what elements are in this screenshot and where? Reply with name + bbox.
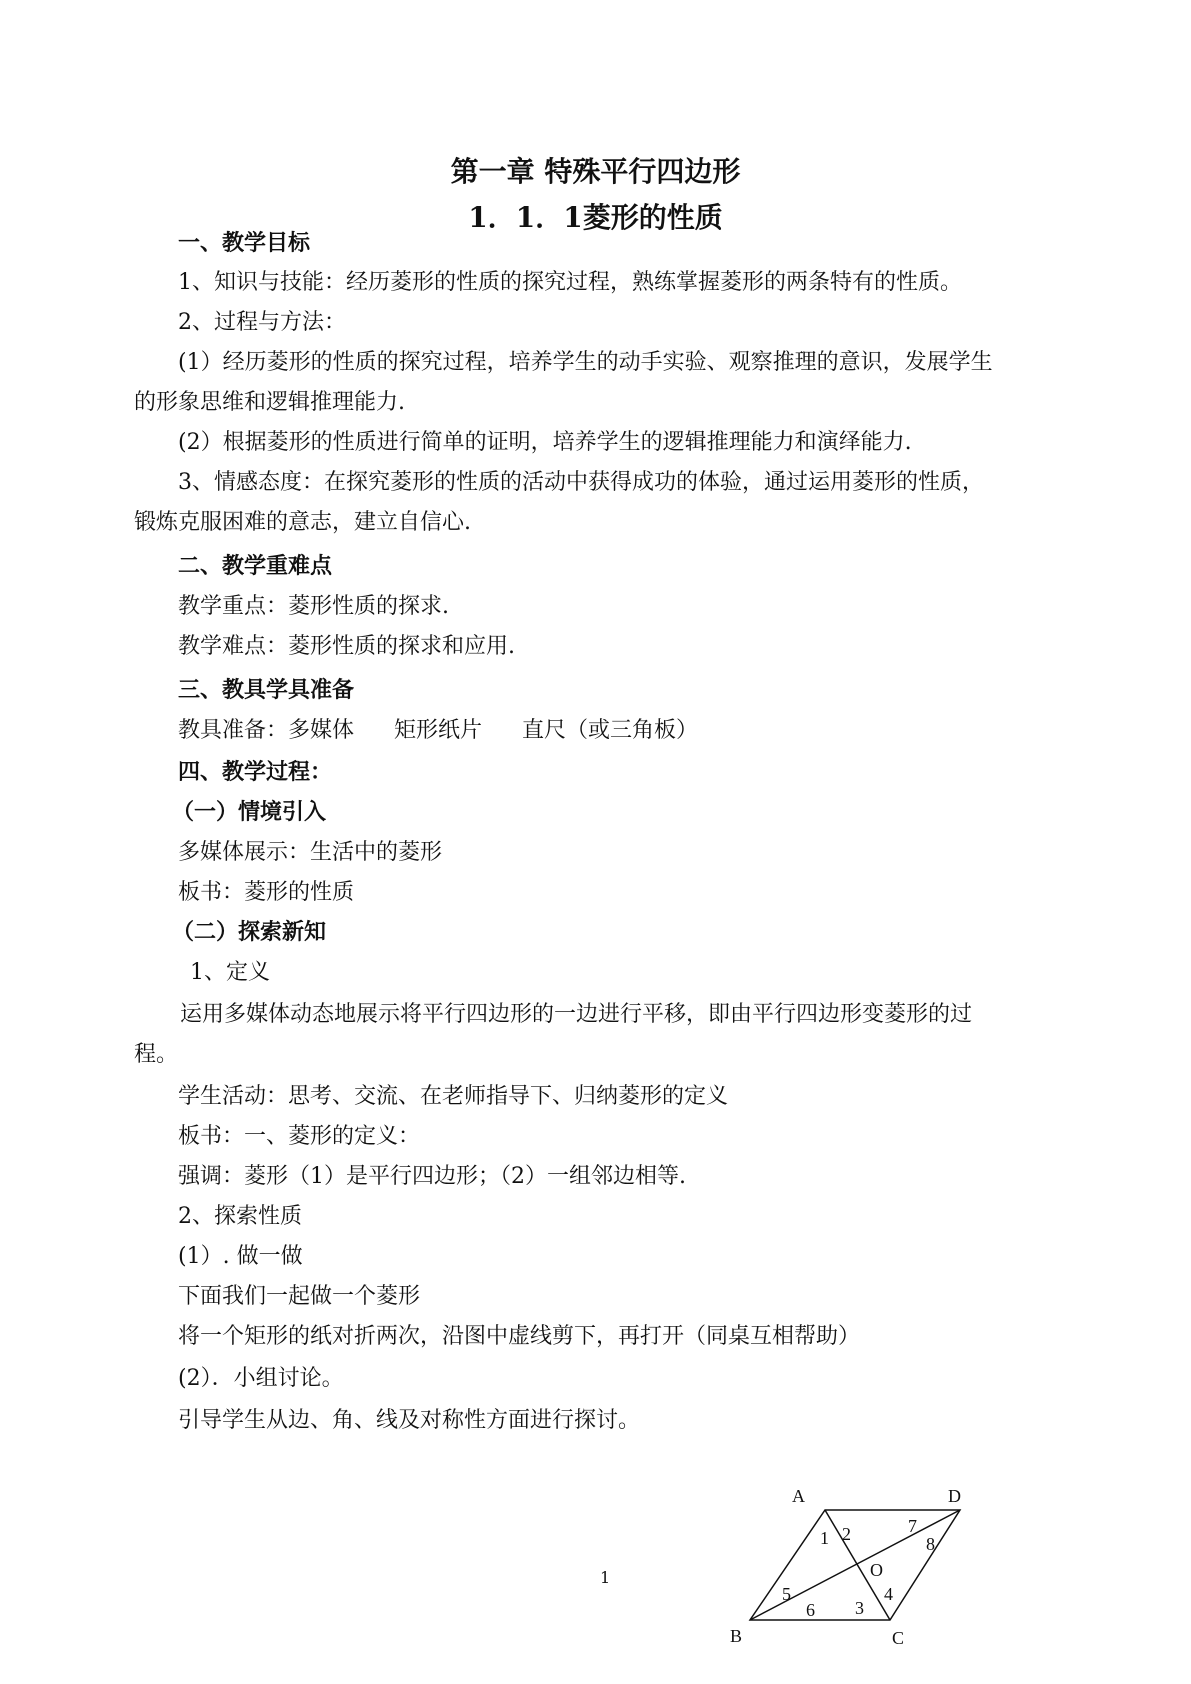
rhombus-diagram: [725, 1470, 961, 1680]
section-title: 1．1．1菱形的性质: [468, 201, 723, 234]
goal-process: 2、过程与方法：: [178, 310, 346, 335]
definition-text-b: 程。: [134, 1042, 179, 1067]
board-definition: 板书：一、菱形的定义：: [178, 1124, 421, 1149]
fold-instruction: 将一个矩形的纸对折两次，沿图中虚线剪下，再打开（同桌互相帮助）: [178, 1324, 861, 1349]
tools-item-ruler: 直尺（或三角板）: [522, 718, 699, 743]
vertex-c-label: C: [892, 1628, 905, 1648]
goal-emotion-a: 3、情感态度：在探究菱形的性质的活动中获得成功的体验，通过运用菱形的性质，: [178, 470, 984, 495]
intro-board: 板书：菱形的性质: [178, 880, 355, 905]
tools-line: [178, 716, 698, 746]
subheading-intro: （一）情境引入: [172, 800, 327, 825]
heading-key-points: 二、教学重难点: [178, 554, 333, 579]
angle-5-label: 5: [782, 1584, 791, 1604]
heading-tools: 三、教具学具准备: [178, 678, 355, 703]
student-activity: 学生活动：思考、交流、在老师指导下、归纳菱形的定义: [178, 1084, 729, 1109]
guide-text: 引导学生从边、角、线及对称性方面进行探讨。: [178, 1408, 641, 1433]
goal-process-1a: (1）经历菱形的性质的探究过程，培养学生的动手实验、观察推理的意识，发展学生: [178, 350, 993, 375]
group-discussion: (2）．小组讨论。: [178, 1366, 344, 1391]
explore-heading: 2、探索性质: [178, 1204, 302, 1229]
definition-heading: 1、定义: [190, 960, 270, 985]
intro-media: 多媒体展示：生活中的菱形: [178, 840, 443, 865]
vertex-b-label: B: [730, 1626, 743, 1646]
goal-emotion-b: 锻炼克服困难的意志，建立自信心.: [134, 510, 471, 535]
key-point: 教学重点：菱形性质的探求.: [178, 594, 449, 619]
heading-teaching-goals: 一、教学目标: [178, 231, 311, 256]
vertex-d-label: D: [948, 1486, 961, 1506]
angle-6-label: 6: [806, 1600, 815, 1620]
do-it-text: 下面我们一起做一个菱形: [178, 1284, 421, 1309]
angle-2-label: 2: [842, 1524, 851, 1544]
angle-7-label: 7: [908, 1516, 917, 1536]
angle-4-label: 4: [884, 1584, 893, 1604]
emphasis: 强调：菱形（1）是平行四边形；（2）一组邻边相等.: [178, 1164, 686, 1189]
page-number: 1: [600, 1568, 611, 1587]
definition-text-a: 运用多媒体动态地展示将平行四边形的一边进行平移，即由平行四边形变菱形的过: [180, 1002, 973, 1027]
angle-1-label: 1: [820, 1528, 829, 1548]
chapter-title: 第一章 特殊平行四边形: [450, 155, 741, 188]
angle-3-label: 3: [855, 1598, 864, 1618]
difficult-point: 教学难点：菱形性质的探求和应用.: [178, 634, 515, 659]
vertex-a-label: A: [792, 1486, 805, 1506]
center-o-label: O: [870, 1560, 883, 1580]
goal-knowledge: 1、知识与技能：经历菱形的性质的探究过程，熟练掌握菱形的两条特有的性质。: [178, 270, 962, 295]
goal-process-1b: 的形象思维和逻辑推理能力.: [134, 390, 405, 415]
tools-item-paper: 矩形纸片: [394, 718, 483, 743]
tools-label: 教具准备：多媒体: [178, 718, 355, 743]
goal-process-2: (2）根据菱形的性质进行简单的证明，培养学生的逻辑推理能力和演绎能力.: [178, 430, 912, 455]
heading-process: 四、教学过程：: [178, 760, 333, 785]
angle-8-label: 8: [926, 1534, 935, 1554]
subheading-explore: （二）探索新知: [172, 920, 327, 945]
do-it-heading: (1）. 做一做: [178, 1244, 303, 1269]
